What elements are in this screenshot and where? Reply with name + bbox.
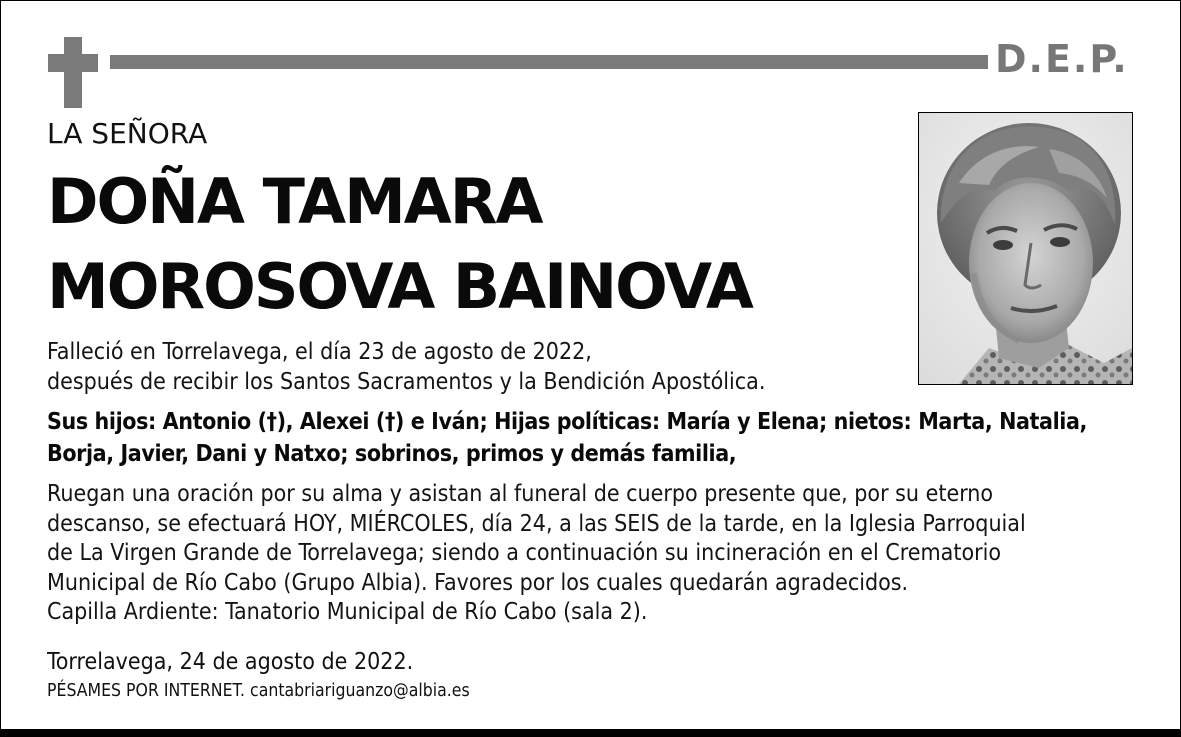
condolences-contact: PÉSAMES POR INTERNET. cantabriariguanzo@albia.es [47,681,470,701]
funeral-paragraph [47,480,1157,628]
funeral-line: de La Virgen Grande de Torrelavega; siendo a continuación su incineración en el Crematorio [47,540,1002,566]
bottom-border [0,729,1181,737]
funeral-line: descanso, se efectuará HOY, MIÉRCOLES, día 24, a las SEIS de la tarde, en la Iglesia Parroquial [47,510,1026,537]
funeral-line: Municipal de Río Cabo (Grupo Albia). Favores por los cuales quedarán agradecidos. [47,569,909,596]
salutation: LA SEÑORA [47,117,208,150]
family-paragraph [47,406,1087,470]
family-line: Borja, Javier, Dani y Natxo; sobrinos, primos y demás familia, [47,441,737,467]
death-notice-line: después de recibir los Santos Sacramentos y la Bendición Apostólica. [47,368,766,395]
family-line: Sus hijos: Antonio (†), Alexei (†) e Iván; Hijas políticas: María y Elena; nietos: Marta, Natalia, [47,409,1088,435]
funeral-line: Ruegan una oración por su alma y asistan al funeral de cuerpo presente que, por su eterno [47,481,994,507]
deceased-name-line-2: MOROSOVA BAINOVA [47,250,752,323]
cross-icon-vertical [64,37,82,108]
death-notice-line: Falleció en Torrelavega, el día 23 de agosto de 2022, [47,339,592,365]
cross-icon-horizontal [48,54,98,72]
death-notice-paragraph [47,338,1157,397]
deceased-name-line-1: DOÑA TAMARA [47,165,542,238]
place-date: Torrelavega, 24 de agosto de 2022. [47,649,414,675]
dep-heading: D.E.P. [995,37,1129,81]
header-rule [110,55,988,69]
funeral-line: Capilla Ardiente: Tanatorio Municipal de Río Cabo (sala 2). [47,599,648,625]
